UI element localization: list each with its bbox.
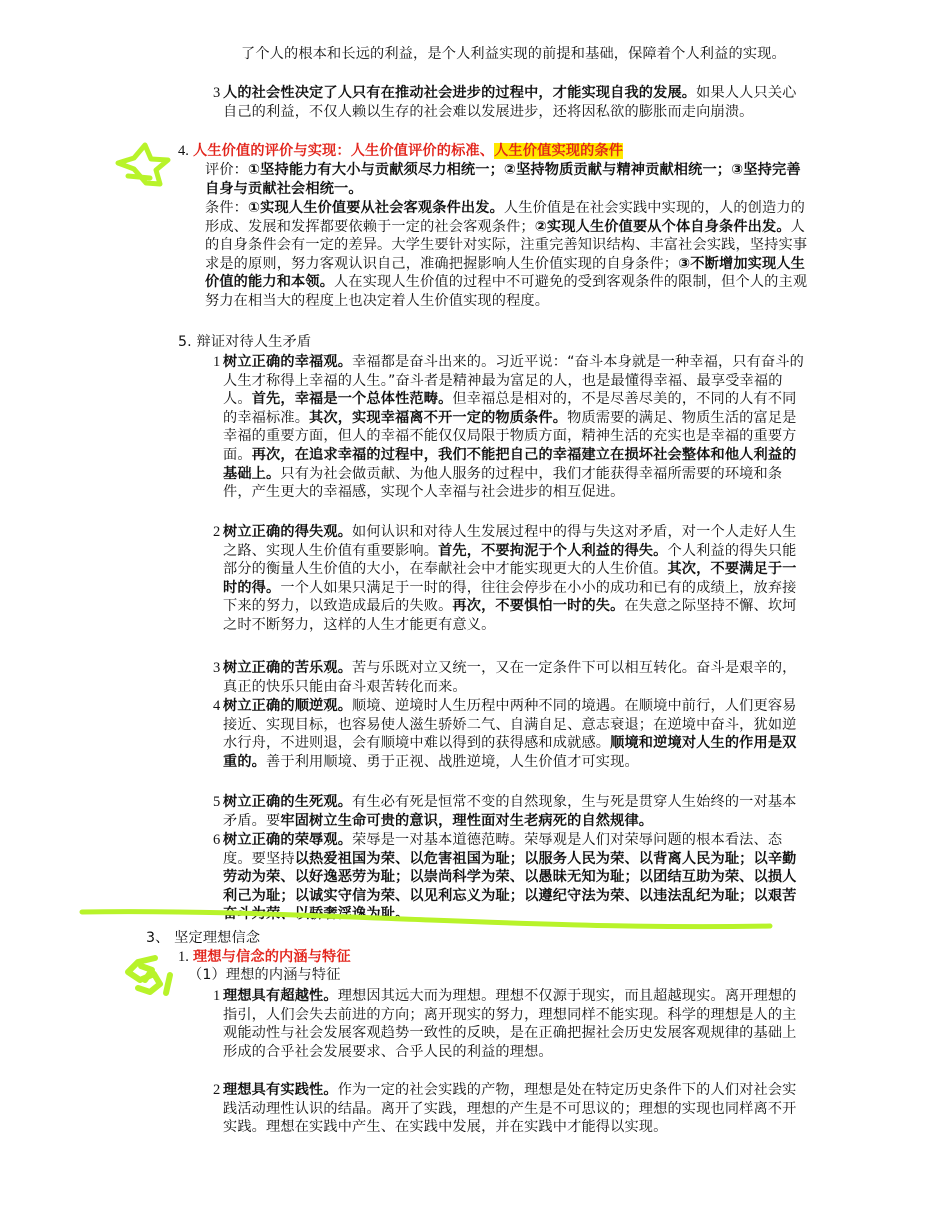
section-number: 4. <box>178 143 189 159</box>
paragraph-happiness <box>223 353 809 502</box>
bold-text: 理想具有实践性。 <box>223 1082 338 1098</box>
bold-text: 树立正确的幸福观。 <box>223 354 353 370</box>
paragraph-bitter-joy <box>223 659 809 696</box>
body-text: 物质需要的满足、物质生活的富足是幸福的重要方面，但人的幸福不能仅仅局限于物质方面，精神生活的充实也是幸福的重要方面。 <box>223 409 797 463</box>
bold-text: 首先，不要拘泥于个人利益的得失。 <box>438 542 668 559</box>
bold-text: 其次，不要满足于一时的得。 <box>223 561 797 596</box>
body-text: 人的自身条件会有一定的差异。大学生要针对实际，注重完善知识结构、丰富社会实践，坚持实事求是的原则，努力客观认识自己，准确把握影响人生价值实现的自身条件； <box>205 218 808 272</box>
paragraph-honor-shame <box>223 831 809 924</box>
list-number: 6 <box>213 832 221 848</box>
bold-text: 再次，不要惧怕一时的失。 <box>452 598 625 615</box>
body-text: 荣辱是一对基本道德范畴。荣辱观是人们对荣辱问题的根本看法、态度。要坚持 <box>223 832 783 867</box>
body-text: 如何认识和对待人生发展过程中的得与失这对矛盾，对一个人走好人生之路、实现人生价值有重要影响。 <box>223 524 797 559</box>
bold-text: ③不断增加实现人生价值的能力和本领。 <box>205 255 806 291</box>
paragraph-top-continuation: 了个人的根本和长远的利益，是个人利益实现的前提和基础，保障着个人利益的实现。 <box>241 46 786 62</box>
body-text: 如果人人只关心自己的利益，不仅人赖以生存的社会难以发展进步，还将因私欲的膨胀而走向崩溃。 <box>223 85 797 120</box>
section-heading-3: 3、 坚定理想信念 <box>146 930 261 946</box>
bold-text: 以热爱祖国为荣、以危害祖国为耻；以服务人民为荣、以背离人民为耻；以辛勤劳动为荣、以好逸恶劳为耻；以崇尚科学为荣、以愚昧无知为耻；以团结互助为荣、以损人利己为耻；以诚实守信为荣、以见利忘义为耻；以遵纪守法为荣、以违法乱纪为耻；以艰苦奋斗为荣、以骄奢淫逸为耻。 <box>223 850 797 923</box>
paragraph-transcendence <box>223 987 809 1061</box>
section-heading-4 <box>193 142 793 161</box>
bold-text: 树立正确的生死观。 <box>223 794 353 810</box>
bold-text: 树立正确的荣辱观。 <box>223 832 353 848</box>
label-text: 条件： <box>205 200 249 216</box>
paragraph-item3 <box>223 84 809 121</box>
bold-text: 理想具有超越性。 <box>223 988 338 1004</box>
subsubsection-heading: （1）理想的内涵与特征 <box>188 967 341 983</box>
label-text: 评价： <box>205 162 249 178</box>
paragraph-conditions <box>205 199 809 311</box>
body-text: 作为一定的社会实践的产物，理想是处在特定历史条件下的人们对社会实践活动理性认识的结晶。离开了实践，理想的产生是不可思议的；理想的实现也同样离不开实践。理想在实践中产生、在实践中发展，并在实践中才能得以实现。 <box>223 1082 797 1136</box>
body-text: 理想因其远大而为理想。理想不仅源于现实，而且超越现实。离开理想的指引，人们会失去前进的方向；离开现实的努力，理想同样不能实现。科学的理想是人的主观能动性与社会发展客观趋势一致性的反映，是在正确把握社会历史发展客观规律的基础上形成的合乎社会发展要求、合乎人民的利益的理想。 <box>223 988 797 1060</box>
bold-text: 树立正确的得失观。 <box>223 524 353 540</box>
paragraph-adversity <box>223 697 809 771</box>
bold-text: 树立正确的苦乐观。 <box>223 660 353 676</box>
section-number: 1. <box>178 949 189 965</box>
body-text: 善于利用顺境、勇于正视、战胜逆境，人生价值才可实现。 <box>266 753 639 770</box>
bold-text: 树立正确的顺逆观。 <box>223 698 353 714</box>
list-number: 5 <box>213 794 221 810</box>
list-number: 1 <box>213 988 221 1004</box>
bold-text: 再次，在追求幸福的过程中，我们不能把自己的幸福建立在损坏社会整体和他人利益的基础上。 <box>223 446 797 482</box>
body-text: 只有为社会做贡献、为他人服务的过程中，我们才能获得幸福所需要的环境和条件，产生更大的幸福感，实现个人幸福与社会进步的相互促进。 <box>223 465 783 501</box>
paragraph-evaluation <box>205 161 809 198</box>
green-marker-scribble-icon <box>128 958 170 993</box>
list-number: 3 <box>213 85 221 101</box>
bold-text: ②实现人生价值要从个体自身条件出发。 <box>534 218 791 235</box>
paragraph-life-death <box>223 793 809 830</box>
bold-text: ①坚持能力有大小与贡献须尽力相统一；②坚持物质贡献与精神贡献相统一；③坚持完善自身与贡献社会相统一。 <box>205 162 801 197</box>
body-text: 但幸福总是相对的，不是尽善尽美的，不同的人有不同的幸福标准。 <box>223 391 797 426</box>
bold-text: ①实现人生价值要从社会客观条件出发。 <box>248 200 504 216</box>
section-heading-5: 5. 辩证对待人生矛盾 <box>178 334 312 350</box>
bold-text: 首先，幸福是一个总体性范畴。 <box>251 391 453 408</box>
list-number: 3 <box>213 660 221 676</box>
bold-text: 其次，实现幸福离不开一定的物质条件。 <box>309 409 568 426</box>
body-text: 人在实现人生价值的过程中不可避免的受到客观条件的限制，但个人的主观努力在相当大的程度上也决定着人生价值实现的程度。 <box>205 274 808 309</box>
list-number: 2 <box>213 1082 221 1098</box>
body-text: 个人利益的得失只能部分的衡量人生价值的大小，在奉献社会中才能实现更大的人生价值。 <box>223 542 797 578</box>
list-number: 2 <box>213 524 221 540</box>
body-text: 一个人如果只满足于一时的得，往往会停步在小小的成功和已有的成绩上，放弃接下来的努力，以致造成最后的失败。 <box>223 579 797 615</box>
body-text: 人生价值是在社会实践中实现的，人的创造力的形成、发展和发挥都要依赖于一定的社会客观条件； <box>205 200 806 235</box>
body-text: 幸福都是奋斗出来的。习近平说：“奋斗本身就是一种幸福，只有奋斗的人生才称得上幸福的人生。”奋斗者是精神最为富足的人，也是最懂得幸福、最享受幸福的人。 <box>223 354 805 408</box>
paragraph-gain-loss <box>223 523 809 635</box>
list-number: 4 <box>213 698 221 714</box>
body-text: 苦与乐既对立又统一，又在一定条件下可以相互转化。奋斗是艰辛的，真正的快乐只能由奋斗艰苦转化而来。 <box>223 660 797 695</box>
heading-text: 理想与信念的内涵与特征 <box>193 949 351 965</box>
bold-text: 顺境和逆境对人生的作用是双重的。 <box>223 735 797 770</box>
body-text: 顺境、逆境时人生历程中两种不同的境遇。在顺境中前行，人们更容易接近、实现目标，也容易使人滋生骄娇二气、自满自足、意志衰退；在逆境中奋斗，犹如逆水行舟，不进则退，会有顺境中难以得到的获得感和成就感。 <box>223 698 797 752</box>
body-text: 在失意之际坚持不懈、坎坷之时不断努力，这样的人生才能更有意义。 <box>223 598 797 633</box>
body-text: 有生必有死是恒常不变的自然现象，生与死是贯穿人生始终的一对基本矛盾。要 <box>223 794 797 829</box>
subsection-heading <box>193 948 593 967</box>
highlighted-heading-text: 人生价值实现的条件 <box>494 143 624 159</box>
paragraph-practicality <box>223 1081 809 1137</box>
heading-text: 人生价值的评价与实现：人生价值评价的标准、 <box>193 143 495 159</box>
bold-text: 牢固树立生命可贵的意识，理性面对生老病死的自然规律。 <box>280 812 654 829</box>
green-marker-star-icon <box>118 145 168 184</box>
bold-text: 人的社会性决定了人只有在推动社会进步的过程中，才能实现自我的发展。 <box>223 85 697 101</box>
list-number: 1 <box>213 354 221 370</box>
